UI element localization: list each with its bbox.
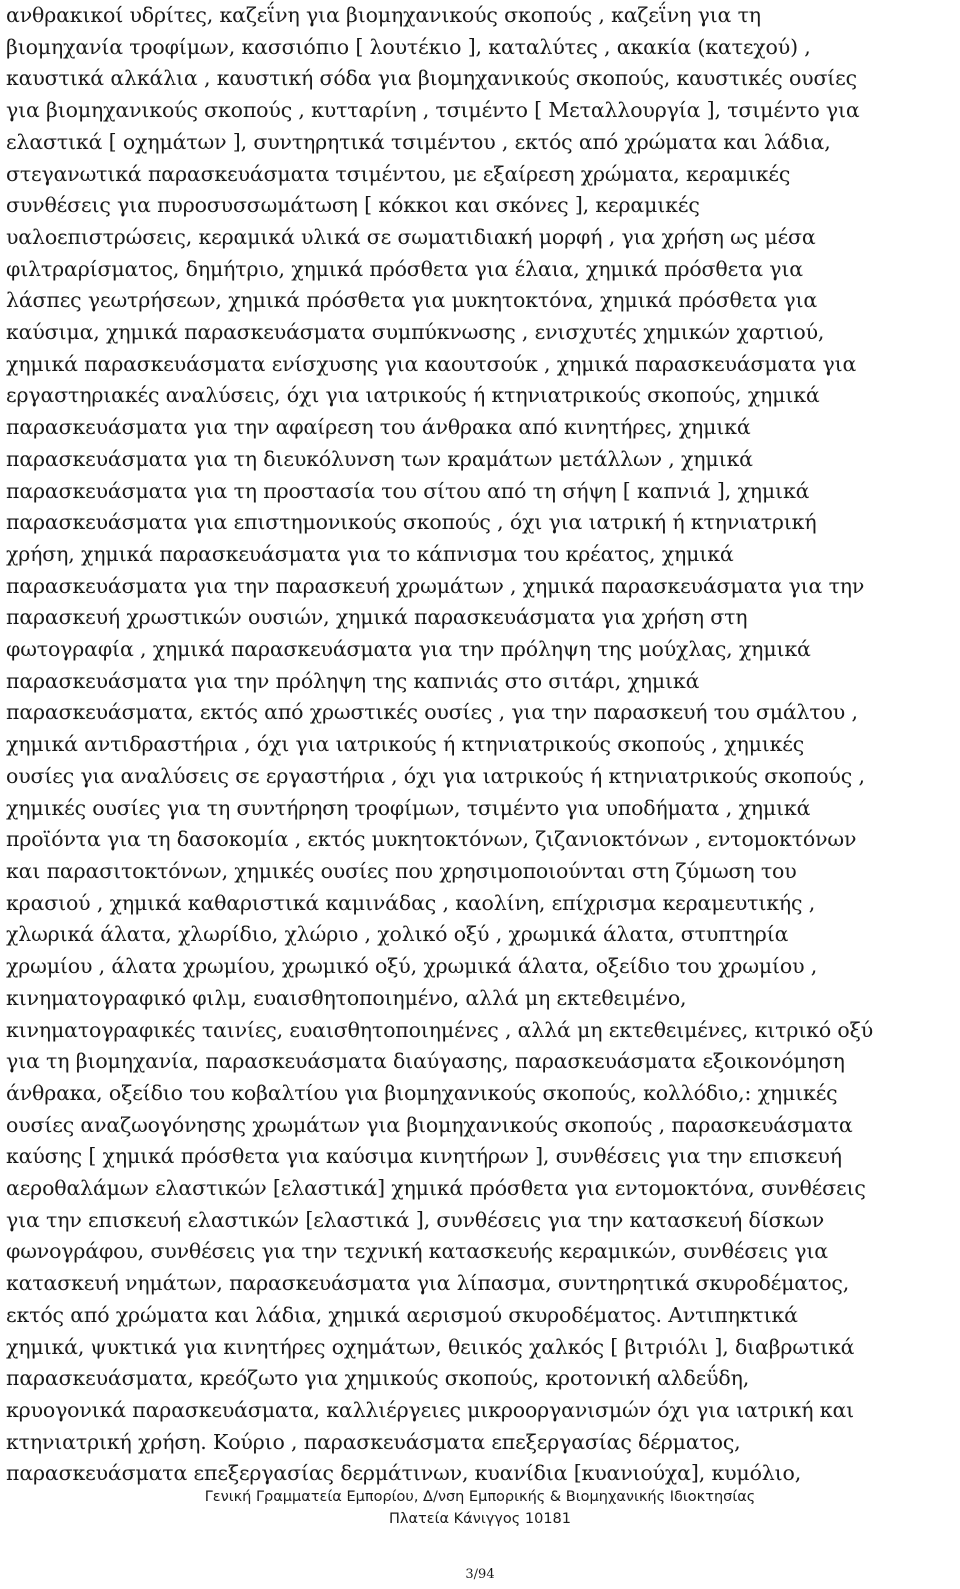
text-line: ουσίες για αναλύσεις σε εργαστήρια , όχι για ιατρικούς ή κτηνιατρικούς σκοπούς , bbox=[6, 763, 865, 788]
page-footer bbox=[0, 1486, 960, 1530]
text-line: χημικά, ψυκτικά για κινητήρες οχημάτων, θειικός χαλκός [ βιτριόλι ], διαβρωτικά bbox=[6, 1334, 855, 1359]
text-line: υαλοεπιστρώσεις, κεραμικά υλικά σε σωματιδιακή μορφή , για χρήση ως μέσα bbox=[6, 224, 816, 249]
text-line: παρασκευάσματα για την αφαίρεση του άνθρακα από κινητήρες, χημικά bbox=[6, 415, 751, 440]
text-line: φωνογράφου, συνθέσεις για την τεχνική κατασκευής κεραμικών, συνθέσεις για bbox=[6, 1239, 828, 1264]
text-line: προϊόντα για τη δασοκομία , εκτός μυκητοκτόνων, ζιζανιοκτόνων , εντομοκτόνων bbox=[6, 827, 857, 852]
text-line: χημικά αντιδραστήρια , όχι για ιατρικούς ή κτηνιατρικούς σκοπούς , χημικές bbox=[6, 732, 805, 757]
text-line: άνθρακα, οξείδιο του κοβαλτίου για βιομηχανικούς σκοπούς, κολλόδιο,: χημικές bbox=[6, 1080, 838, 1105]
text-line: λάσπες γεωτρήσεων, χημικά πρόσθετα για μυκητοκτόνα, χημικά πρόσθετα για bbox=[6, 288, 818, 313]
text-line: παρασκευάσματα, εκτός από χρωστικές ουσίες , για την παρασκευή του σμάλτου , bbox=[6, 700, 858, 725]
text-line: παρασκευάσματα για την παρασκευή χρωμάτων , χημικά παρασκευάσματα για την bbox=[6, 573, 865, 598]
text-line: κτηνιατρική χρήση. Κούριο , παρασκευάσματα επεξεργασίας δέρματος, bbox=[6, 1429, 741, 1454]
text-line: στεγανωτικά παρασκευάσματα τσιμέντου, με εξαίρεση χρώματα, κεραμικές bbox=[6, 161, 791, 186]
text-line: παρασκευάσματα για επιστημονικούς σκοπούς , όχι για ιατρική ή κτηνιατρική bbox=[6, 510, 817, 535]
text-line: χημικές ουσίες για τη συντήρηση τροφίμων, τσιμέντο για υποδήματα , χημικά bbox=[6, 795, 811, 820]
text-line: καύσης [ χημικά πρόσθετα για καύσιμα κινητήρων ], συνθέσεις για την επισκευή bbox=[6, 1144, 842, 1169]
text-line: καύσιμα, χημικά παρασκευάσματα συμπύκνωσης , ενισχυτές χημικών χαρτιού, bbox=[6, 320, 825, 345]
text-line: χρήση, χημικά παρασκευάσματα για το κάπνισμα του κρέατος, χημικά bbox=[6, 541, 734, 566]
text-line: για βιομηχανικούς σκοπούς , κυτταρίνη , τσιμέντο [ Μεταλλουργία ], τσιμέντο για bbox=[6, 98, 860, 123]
text-line: κρυογονικά παρασκευάσματα, καλλιέργειες μικροοργανισμών όχι για ιατρική και bbox=[6, 1397, 855, 1422]
page-number: 3/94 bbox=[465, 1567, 495, 1582]
text-line: κρασιού , χημικά καθαριστικά καμινάδας , καολίνη, επίχρισμα κεραμευτικής , bbox=[6, 890, 816, 915]
text-line: χρωμίου , άλατα χρωμίου, χρωμικό οξύ, χρωμικά άλατα, οξείδιο του χρωμίου , bbox=[6, 954, 818, 979]
text-line: συνθέσεις για πυροσυσσωμάτωση [ κόκκοι και σκόνες ], κεραμικές bbox=[6, 193, 700, 218]
footer-address: Πλατεία Κάνιγγος 10181 bbox=[388, 1511, 572, 1527]
text-line: καυστικά αλκάλια , καυστική σόδα για βιομηχανικούς σκοπούς, καυστικές ουσίες bbox=[6, 66, 857, 91]
text-line: ουσίες αναζωογόνησης χρωμάτων για βιομηχανικούς σκοπούς , παρασκευάσματα bbox=[6, 1112, 853, 1137]
text-line: φωτογραφία , χημικά παρασκευάσματα για την πρόληψη της μούχλας, χημικά bbox=[6, 637, 811, 662]
text-line: παρασκευή χρωστικών ουσιών, χημικά παρασκευάσματα για χρήση στη bbox=[6, 605, 748, 630]
text-line: ελαστικά [ οχημάτων ], συντηρητικά τσιμέντου , εκτός από χρώματα και λάδια, bbox=[6, 129, 831, 154]
text-line: φιλτραρίσματος, δημήτριο, χημικά πρόσθετα για έλαια, χημικά πρόσθετα για bbox=[6, 256, 803, 281]
text-line: χλωρικά άλατα, χλωρίδιο, χλώριο , χολικό οξύ , χρωμικά άλατα, στυπτηρία bbox=[6, 922, 789, 947]
text-line: κινηματογραφικές ταινίες, ευαισθητοποιημένες , αλλά μη εκτεθειμένες, κιτρικό οξύ bbox=[6, 1017, 874, 1042]
text-line: ανθρακικοί υδρίτες, καζεΐνη για βιομηχανικούς σκοπούς , καζεΐνη για τη bbox=[6, 3, 761, 27]
text-line: κινηματογραφικό φιλμ, ευαισθητοποιημένο, αλλά μη εκτεθειμένο, bbox=[6, 985, 687, 1010]
text-line: εκτός από χρώματα και λάδια, χημικά αερισμού σκυροδέματος. Αντιπηκτικά bbox=[6, 1302, 798, 1327]
body-text bbox=[6, 0, 954, 1490]
text-line: για την επισκευή ελαστικών [ελαστικά ], συνθέσεις για την κατασκευή δίσκων bbox=[6, 1207, 825, 1232]
text-line: παρασκευάσματα επεξεργασίας δερμάτινων, κυανίδια [κυανιούχα], κυμόλιο, bbox=[6, 1461, 802, 1486]
text-line: για τη βιομηχανία, παρασκευάσματα διαύγασης, παρασκευάσματα εξοικονόμηση bbox=[6, 1049, 845, 1074]
text-line: κατασκευή νημάτων, παρασκευάσματα για λίπασμα, συντηρητικά σκυροδέματος, bbox=[6, 1271, 850, 1296]
text-line: παρασκευάσματα για την πρόληψη της καπνιάς στο σιτάρι, χημικά bbox=[6, 668, 700, 693]
text-line: παρασκευάσματα για τη διευκόλυνση των κραμάτων μετάλλων , χημικά bbox=[6, 446, 753, 471]
text-line: βιομηχανία τροφίμων, κασσιόπιο [ λουτέκιο ], καταλύτες , ακακία (κατεχού) , bbox=[6, 34, 811, 59]
text-line: παρασκευάσματα, κρεόζωτο για χημικούς σκοπούς, κροτονική αλδεΰδη, bbox=[6, 1366, 750, 1391]
text-line: και παρασιτοκτόνων, χημικές ουσίες που χρησιμοποιούνται στη ζύμωση του bbox=[6, 858, 797, 883]
text-line: αεροθαλάμων ελαστικών [ελαστικά] χημικά πρόσθετα για εντομοκτόνα, συνθέσεις bbox=[6, 1176, 866, 1201]
text-line: παρασκευάσματα για τη προστασία του σίτου από τη σήψη [ καπνιά ], χημικά bbox=[6, 478, 810, 503]
text-line: εργαστηριακές αναλύσεις, όχι για ιατρικούς ή κτηνιατρικούς σκοπούς, χημικά bbox=[6, 383, 820, 408]
footer-organization: Γενική Γραμματεία Εμπορίου, Δ/νση Εμπορικής & Βιομηχανικής Ιδιοκτησίας bbox=[204, 1489, 756, 1505]
text-line: χημικά παρασκευάσματα ενίσχυσης για καουτσούκ , χημικά παρασκευάσματα για bbox=[6, 351, 857, 376]
